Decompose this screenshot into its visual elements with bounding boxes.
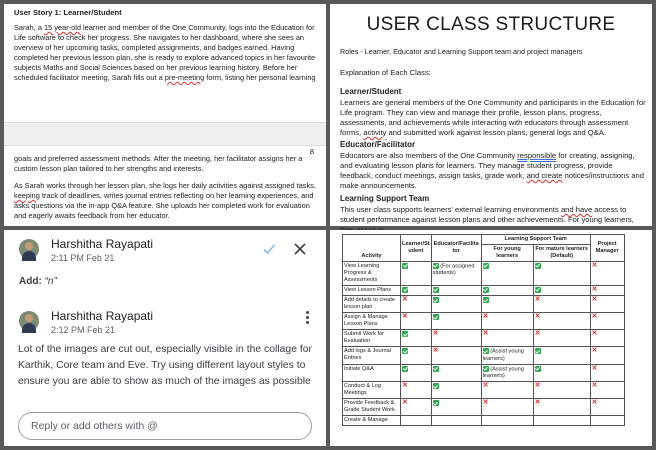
- permission-cell: [533, 416, 590, 426]
- permission-cell: [481, 330, 533, 347]
- user-class-document: [330, 4, 652, 226]
- table-row: [343, 262, 625, 286]
- roles-line: Roles - Learner, Educator and Learning Support team and project managers: [340, 47, 583, 56]
- permission-cell: [590, 347, 624, 364]
- permission-cell: [401, 364, 432, 381]
- permission-cell: [401, 382, 432, 399]
- checkmark-icon: [535, 366, 541, 372]
- permission-cell: [533, 296, 590, 313]
- checkmark-icon: [433, 263, 439, 269]
- user-story-document: [4, 4, 326, 226]
- cross-icon: ✕: [402, 399, 408, 407]
- permissions-table: [342, 234, 625, 426]
- table-row: [343, 382, 625, 399]
- permission-cell: [431, 382, 481, 399]
- comment-time: 2:12 PM Feb 21: [51, 325, 116, 335]
- table-row: [343, 296, 625, 313]
- document-heading: USER CLASS STRUCTURE: [366, 14, 616, 35]
- permission-cell: [481, 286, 533, 296]
- cross-icon: ✕: [482, 313, 489, 321]
- header-activity: Activity: [343, 235, 401, 262]
- checkmark-icon: [483, 366, 489, 372]
- cross-icon: ✕: [534, 330, 541, 338]
- educator-heading: Educator/Facilitator: [340, 140, 416, 149]
- cross-icon: ✕: [432, 330, 439, 338]
- permission-cell: [481, 347, 533, 364]
- permission-cell: [533, 262, 590, 286]
- activity-cell: View Learning Progress & Assessments: [343, 262, 401, 286]
- table-row: [343, 347, 625, 364]
- permission-cell: [431, 262, 481, 286]
- checkmark-icon: [433, 400, 439, 406]
- cross-icon: ✕: [482, 330, 489, 338]
- cross-icon: ✕: [534, 399, 541, 407]
- permission-cell: [401, 399, 432, 416]
- comment-author: Harshitha Rayapati: [51, 309, 154, 323]
- table-body: [343, 262, 625, 426]
- avatar: [19, 239, 39, 259]
- cross-icon: ✕: [591, 262, 598, 269]
- support-heading: Learning Support Team: [340, 194, 430, 203]
- story-title: User Story 1: Learner/Student: [14, 8, 122, 17]
- permission-cell: [431, 399, 481, 416]
- page-number: 8: [309, 147, 314, 156]
- permission-cell: [533, 382, 590, 399]
- checkmark-icon: [433, 383, 439, 389]
- permission-cell: [481, 296, 533, 313]
- permission-cell: [481, 416, 533, 426]
- activity-cell: Submit Work for Evaluation: [343, 330, 401, 347]
- checkmark-icon: [402, 366, 408, 372]
- permission-cell: [481, 399, 533, 416]
- permission-cell: [533, 330, 590, 347]
- comment-time: 2:11 PM Feb 21: [51, 253, 115, 263]
- explanation-line: Explanation of Each Class:: [340, 68, 431, 77]
- permission-cell: [481, 382, 533, 399]
- cross-icon: ✕: [534, 313, 541, 321]
- checkmark-icon: [483, 348, 489, 354]
- cross-icon: ✕: [591, 296, 598, 304]
- permission-cell: [590, 382, 624, 399]
- cross-icon: ✕: [591, 313, 598, 321]
- table-row: [343, 330, 625, 347]
- permission-cell: [431, 416, 481, 426]
- checkmark-icon: [483, 297, 489, 303]
- permission-cell: [481, 313, 533, 330]
- comment-thread: [4, 230, 326, 446]
- cross-icon: ✕: [534, 296, 541, 304]
- activity-cell: Create & Manage: [343, 416, 401, 426]
- cell-note: (Assist young learners): [482, 366, 524, 380]
- cross-icon: ✕: [591, 382, 598, 390]
- header-educator: Educator/Facilita tor: [431, 235, 481, 262]
- permission-cell: [401, 296, 432, 313]
- educator-text: Educators are also members of the One Community responsible for creating, assigning, and evaluating lesson plans for learners. They manage student progress, provide feedback, conduct meetings, assign tasks, grade work, and create notices/instructions and make announcements.: [340, 151, 644, 190]
- avatar: [19, 311, 39, 331]
- header-learner: Learner/St udent: [401, 235, 432, 262]
- permission-cell: [431, 313, 481, 330]
- header-project-manager: Project Manager: [590, 235, 624, 262]
- header-young-learners: For young learners: [481, 245, 533, 262]
- cell-note: (Assist young learners): [482, 348, 524, 362]
- cross-icon: ✕: [591, 286, 598, 293]
- permission-cell: [533, 399, 590, 416]
- permission-cell: [431, 296, 481, 313]
- permission-cell: [533, 364, 590, 381]
- cross-icon: ✕: [591, 399, 598, 407]
- activity-cell: Assign & Manage Lesson Plans: [343, 313, 401, 330]
- cross-icon: ✕: [591, 330, 598, 338]
- permission-cell: [533, 313, 590, 330]
- cross-icon: ✕: [591, 364, 598, 372]
- checkmark-icon: [483, 263, 489, 269]
- activity-cell: Provide Feedback & Grade Student Work: [343, 399, 401, 416]
- checkmark-icon: [402, 348, 408, 354]
- cross-icon: ✕: [432, 347, 439, 355]
- header-support-group: Learning Support Team: [481, 235, 590, 245]
- permissions-table-panel: [330, 230, 652, 446]
- cross-icon: ✕: [402, 382, 408, 390]
- activity-cell: Initiate Q&A: [343, 364, 401, 381]
- checkmark-icon: [535, 348, 541, 354]
- check-icon[interactable]: [262, 242, 276, 256]
- table-row: [343, 364, 625, 381]
- permission-cell: [590, 313, 624, 330]
- table-row: [343, 313, 625, 330]
- table-row: [343, 399, 625, 416]
- permission-cell: [590, 296, 624, 313]
- permission-cell: [590, 262, 624, 286]
- checkmark-icon: [433, 297, 439, 303]
- permission-cell: [401, 347, 432, 364]
- permission-cell: [431, 347, 481, 364]
- permission-cell: [533, 286, 590, 296]
- support-text: This user class supports learners' external learning environments and have access to student performance against lesson plans and other achievements. For young learners,: [340, 205, 634, 224]
- checkmark-icon: [402, 331, 408, 337]
- checkmark-icon: [433, 314, 439, 320]
- permission-cell: [401, 313, 432, 330]
- page-break: [4, 122, 326, 146]
- header-mature-learners: For mature learners (Default): [533, 245, 590, 262]
- comment-body: Lot of the images are cut out, especially visible in the collage for Karthik, Core team and Eve. Try using different layout styles to ensure you are able to show as much of the images as possible: [18, 344, 312, 387]
- checkmark-icon: [535, 287, 541, 293]
- suggestion-text: Add: “n”: [19, 276, 57, 287]
- cross-icon: ✕: [482, 382, 489, 390]
- learner-text: Learners are general members of the One Community and participants in the Education for Life program. They can view and manage their profile, lesson plans, progress, assessments, and achievements while interacting with educators through assessment forms, activity and submitted work against lesson plans, general logs and Q&A.: [340, 98, 646, 137]
- cross-icon: ✕: [482, 399, 489, 407]
- activity-cell: View Lesson Plans: [343, 286, 401, 296]
- permission-cell: [431, 286, 481, 296]
- activity-cell: Add details to create lesson plan: [343, 296, 401, 313]
- more-vert-icon[interactable]: [304, 310, 310, 326]
- cell-note: (For assigned students): [432, 263, 475, 277]
- educator-section: [340, 140, 646, 191]
- activity-cell: Conduct & Log Meetings: [343, 382, 401, 399]
- permission-cell: [533, 347, 590, 364]
- checkmark-icon: [402, 287, 408, 293]
- permission-cell: [431, 364, 481, 381]
- learner-heading: Learner/Student: [340, 87, 402, 96]
- cross-icon: ✕: [402, 313, 408, 321]
- story-paragraph-1: Sarah, a 15 year-old learner and member of the One Community, logs into the Education for Life software to check her progress. She navigates to her dashboard, where she sees an overview of her upcoming tasks, completed assignments, and badges earned. Having completed her previous lesson plan, she is ready to explore advanced topics in her favourite subjects Maths and Social Sciences based on her previous learning history. Before her scheduled facilitator meeting, Sarah fills out a pre-meeting form, listing her personal learning: [14, 23, 316, 82]
- cross-icon: ✕: [591, 347, 598, 355]
- checkmark-icon: [433, 366, 439, 372]
- checkmark-icon: [433, 287, 439, 293]
- permission-cell: [401, 416, 432, 426]
- cross-icon: ✕: [402, 296, 408, 304]
- permission-cell: [590, 416, 624, 426]
- table-row: [343, 416, 625, 426]
- permission-cell: [401, 262, 432, 286]
- checkmark-icon: [402, 263, 408, 269]
- activity-cell: Add logs & Journal Entries: [343, 347, 401, 364]
- permission-cell: [590, 364, 624, 381]
- permission-cell: [481, 364, 533, 381]
- permission-cell: [590, 399, 624, 416]
- checkmark-icon: [483, 287, 489, 293]
- story-paragraph-2: goals and preferred assessment methods. After the meeting, her facilitator assigns her a custom lesson plan tailored to her strengths and interests.: [14, 154, 303, 173]
- close-icon[interactable]: [293, 242, 307, 256]
- checkmark-icon: [535, 263, 541, 269]
- permission-cell: [401, 330, 432, 347]
- permission-cell: [481, 262, 533, 286]
- table-row: [343, 286, 625, 296]
- cross-icon: ✕: [534, 382, 541, 390]
- permission-cell: [590, 330, 624, 347]
- reply-input[interactable]: Reply or add others with @: [18, 412, 312, 440]
- comment-author: Harshitha Rayapati: [51, 237, 154, 251]
- story-paragraph-3: As Sarah works through her lesson plan, she logs her daily activities against assigned tasks, keeping track of deadlines, writes journal entries reflecting on her learning experiences, and asks questions via the in-app Q&A feature. She uploads her completed work for evaluation and eagerly awaits feedback from her educator.: [14, 181, 316, 220]
- permission-cell: [401, 286, 432, 296]
- permission-cell: [590, 286, 624, 296]
- support-section: [340, 194, 646, 235]
- permission-cell: [431, 330, 481, 347]
- learner-section: [340, 87, 646, 138]
